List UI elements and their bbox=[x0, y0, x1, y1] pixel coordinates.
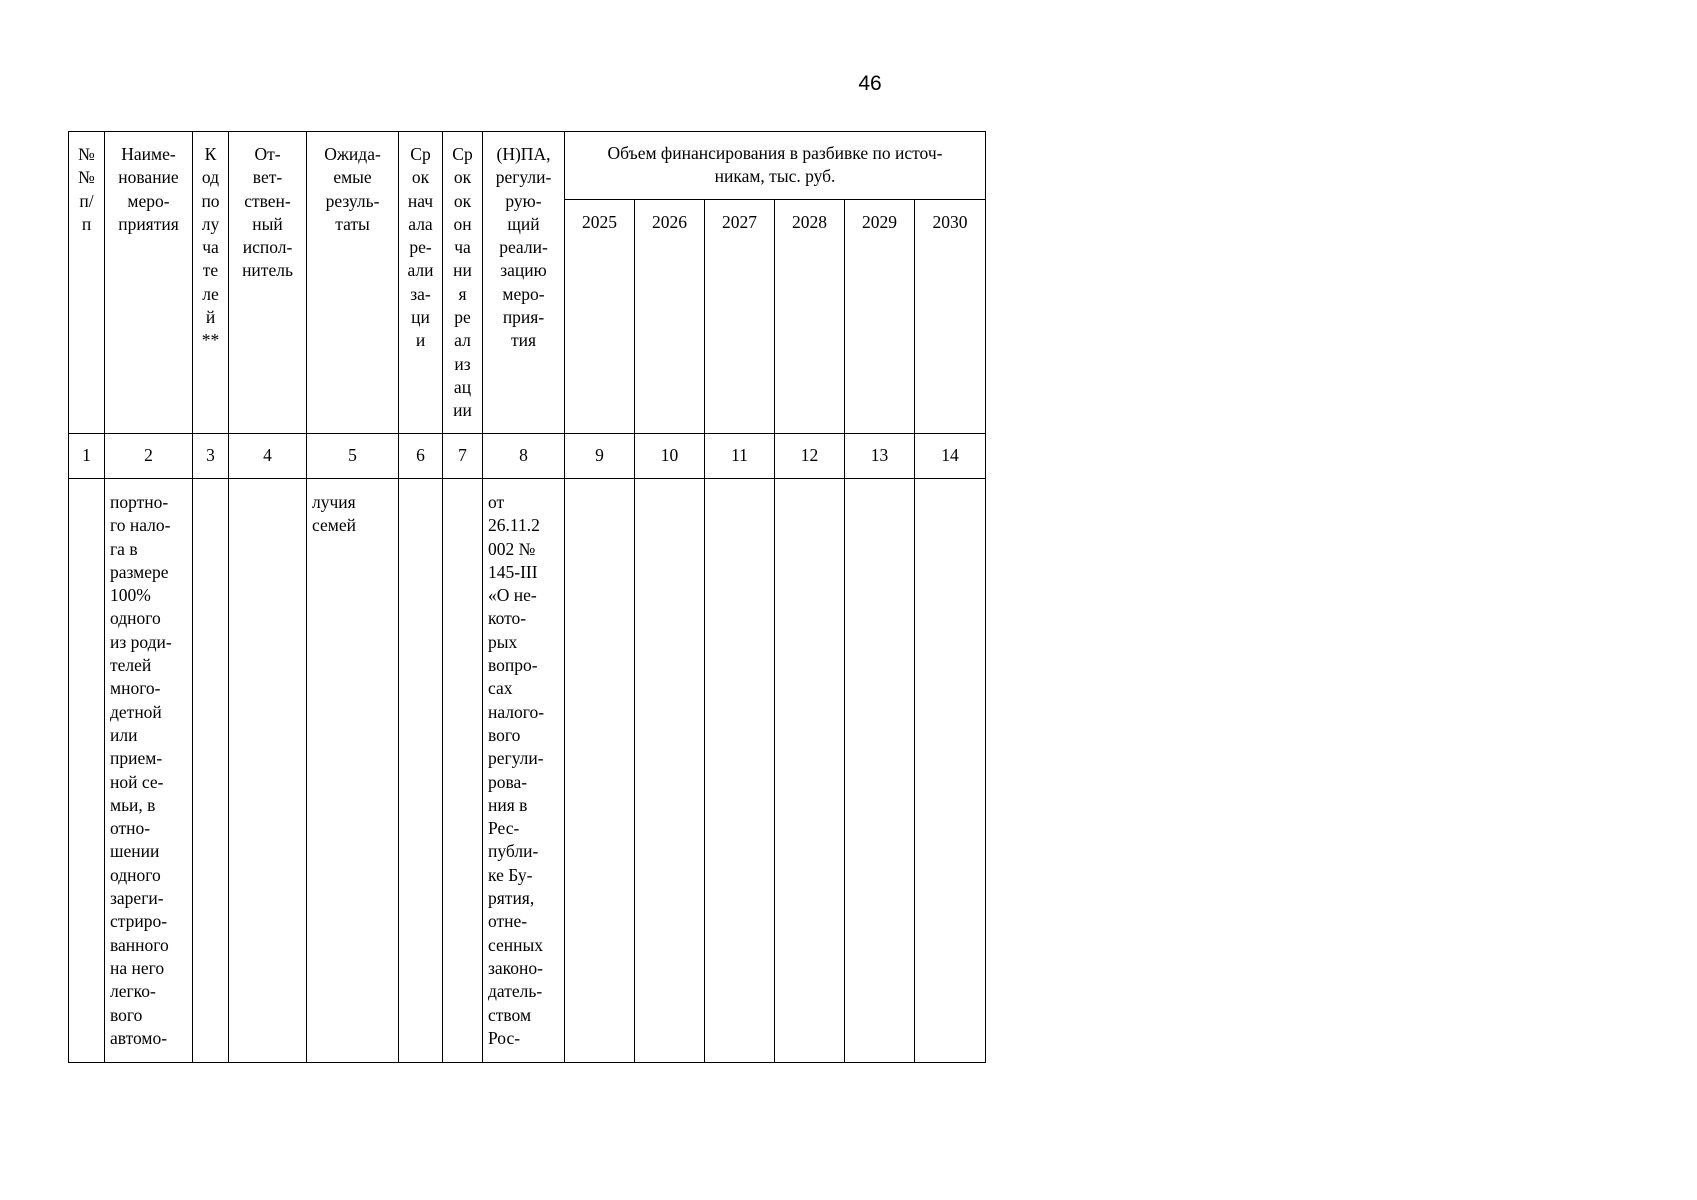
cell-funding-2029 bbox=[845, 479, 915, 1063]
column-number: 12 bbox=[775, 434, 845, 479]
header-recipient-code: К од по лу ча те ле й ** bbox=[193, 132, 229, 434]
cell-expected-results: лучия семей bbox=[307, 479, 399, 1063]
cell-funding-2025 bbox=[565, 479, 635, 1063]
column-number: 9 bbox=[565, 434, 635, 479]
column-numbers-row bbox=[69, 434, 986, 479]
cell-measure-name: портно- го нало- га в размере 100% одного из роди- телей много- детной или прием- ной се- мьи, в отно- шении одного зареги- стриро- ванного на него легко- вого автомо- bbox=[105, 479, 193, 1063]
header-year-2029: 2029 bbox=[845, 200, 915, 434]
header-year-2027: 2027 bbox=[705, 200, 775, 434]
cell-funding-2030 bbox=[915, 479, 986, 1063]
header-expected-results: Ожида- емые резуль- таты bbox=[307, 132, 399, 434]
column-number: 1 bbox=[69, 434, 105, 479]
column-number: 5 bbox=[307, 434, 399, 479]
header-number: № № п/ п bbox=[69, 132, 105, 434]
cell-funding-2027 bbox=[705, 479, 775, 1063]
measures-table bbox=[68, 131, 986, 1063]
cell-regulatory-act: от 26.11.2 002 № 145-III «О не- кото- рых вопро- сах налого- вого регули- рова- ния в Рес- публи- ке Бу- рятия, отне- сенных законо- датель- ством Рос- bbox=[483, 479, 565, 1063]
header-row-1 bbox=[69, 132, 986, 200]
header-measure-name: Наиме- нование меро- приятия bbox=[105, 132, 193, 434]
cell-recipient-code bbox=[193, 479, 229, 1063]
column-number: 4 bbox=[229, 434, 307, 479]
cell-funding-2026 bbox=[635, 479, 705, 1063]
column-number: 8 bbox=[483, 434, 565, 479]
cell-funding-2028 bbox=[775, 479, 845, 1063]
header-year-2025: 2025 bbox=[565, 200, 635, 434]
page-number: 46 bbox=[858, 72, 882, 95]
header-responsible-executor: От- вет- ствен- ный испол- нитель bbox=[229, 132, 307, 434]
column-number: 3 bbox=[193, 434, 229, 479]
table-row bbox=[69, 479, 986, 1063]
column-number: 10 bbox=[635, 434, 705, 479]
column-number: 14 bbox=[915, 434, 986, 479]
column-number: 2 bbox=[105, 434, 193, 479]
header-year-2030: 2030 bbox=[915, 200, 986, 434]
header-funding-volume: Объем финансирования в разбивке по источ- никам, тыс. руб. bbox=[565, 132, 986, 200]
column-number: 13 bbox=[845, 434, 915, 479]
header-start-date: Ср ок нач ала ре- али за- ци и bbox=[399, 132, 443, 434]
cell-start-date bbox=[399, 479, 443, 1063]
cell-number bbox=[69, 479, 105, 1063]
header-year-2028: 2028 bbox=[775, 200, 845, 434]
cell-end-date bbox=[443, 479, 483, 1063]
column-number: 7 bbox=[443, 434, 483, 479]
cell-responsible-executor bbox=[229, 479, 307, 1063]
header-regulatory-act: (Н)ПА, регули- рую- щий реали- зацию меро- прия- тия bbox=[483, 132, 565, 434]
column-number: 6 bbox=[399, 434, 443, 479]
column-number: 11 bbox=[705, 434, 775, 479]
header-year-2026: 2026 bbox=[635, 200, 705, 434]
header-end-date: Ср ок ок он ча ни я ре ал из ац ии bbox=[443, 132, 483, 434]
